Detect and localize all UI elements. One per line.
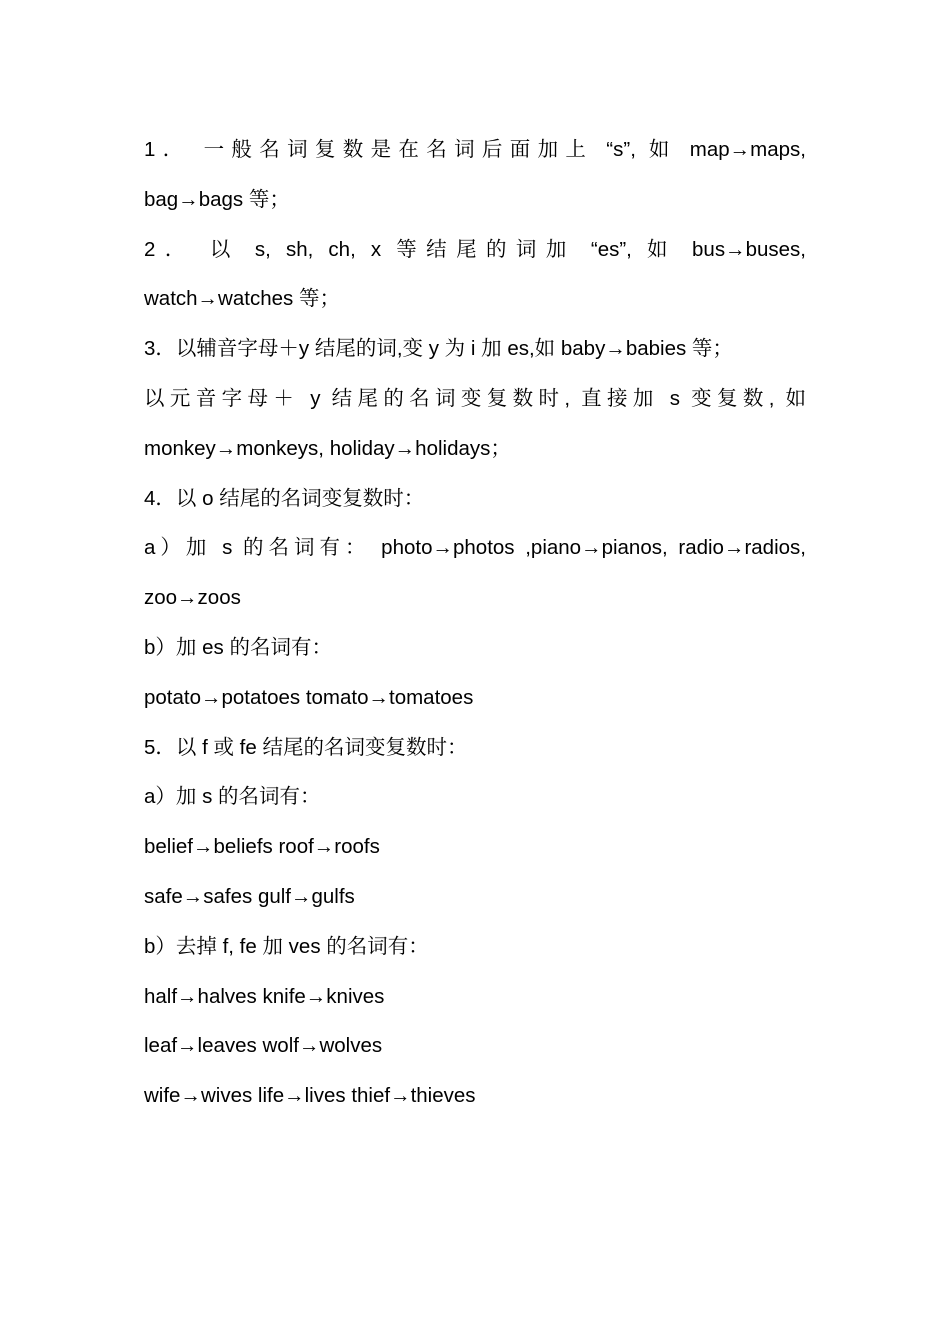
- rule-4-heading: 4．以 o 结尾的名词变复数时：: [144, 486, 425, 510]
- rule-5b-examples-2: leaf→leaves wolf→wolves: [144, 1034, 383, 1058]
- rule-5b-heading: b）去掉 f, fe 加 ves 的名词有：: [144, 934, 429, 958]
- rule-5a-examples-2: safe→safes gulf→gulfs: [144, 884, 355, 908]
- rule-5b-examples-3: wife→wives life→lives thief→thieves: [144, 1084, 476, 1108]
- rule-4a-line-1: a）加 s 的名词有： photo→photos ,piano→pianos, radio→radios,: [144, 536, 806, 560]
- rule-2-line-2: watch→watches 等；: [144, 287, 340, 311]
- rule-5-heading: 5．以 f 或 fe 结尾的名词变复数时：: [144, 735, 468, 759]
- rule-1-line-2: bag→bags 等；: [144, 187, 290, 211]
- rule-3-line-3: monkey→monkeys, holiday→holidays；: [144, 436, 511, 460]
- document-body: [144, 125, 806, 1121]
- rule-4b-heading: b）加 es 的名词有：: [144, 635, 332, 659]
- rule-1-line-1: 1． 一般名词复数是在名词后面加上 “s”, 如 map→maps,: [144, 138, 806, 161]
- rule-3-line-2: 以元音字母＋ y 结尾的名词变复数时, 直接加 s 变复数, 如: [144, 386, 806, 410]
- rule-3-line-1: 3．以辅音字母＋y 结尾的词,变 y 为 i 加 es,如 baby→babies 等；: [144, 337, 733, 361]
- rule-4b-examples: potato→potatoes tomato→tomatoes: [144, 685, 474, 709]
- rule-5b-examples-1: half→halves knife→knives: [144, 984, 385, 1008]
- rule-2-line-1: 2． 以 s, sh, ch, x 等结尾的词加 “es”, 如 bus→buses,: [144, 237, 806, 261]
- rule-4a-line-2: zoo→zoos: [144, 586, 241, 610]
- rule-5a-examples-1: belief→beliefs roof→roofs: [144, 835, 380, 859]
- rule-5a-heading: a）加 s 的名词有：: [144, 785, 321, 809]
